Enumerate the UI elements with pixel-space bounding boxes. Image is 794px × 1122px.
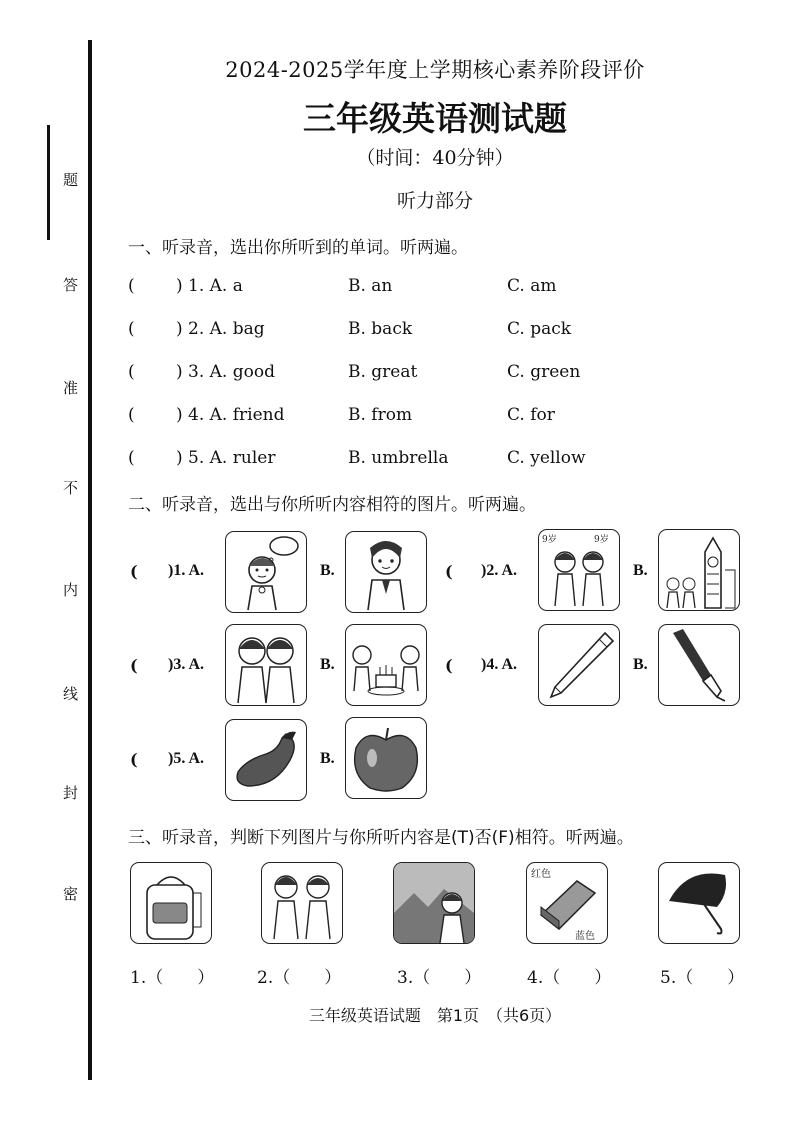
- p3-answer-1[interactable]: 1.（ ）: [130, 968, 215, 988]
- q5-a-picture-eggplant[interactable]: [225, 719, 307, 801]
- binding-char: 题: [61, 172, 79, 187]
- binding-char: 线: [61, 686, 79, 701]
- q2-b-picture-big-ben[interactable]: [658, 529, 740, 611]
- q3-b-label: B.: [320, 656, 335, 673]
- p3-picture-umbrella[interactable]: [658, 862, 740, 944]
- answer-paren[interactable]: (: [128, 405, 135, 425]
- option-b: B. an: [348, 276, 393, 296]
- p3-answer-3[interactable]: 3.（ ）: [397, 968, 482, 988]
- q5-b-picture-apple[interactable]: [345, 717, 427, 799]
- color-label-red: 红色: [531, 869, 551, 880]
- answer-paren[interactable]: (: [128, 362, 135, 382]
- exam-time: （时间：40分钟）: [356, 147, 514, 169]
- option-c: C. am: [507, 276, 557, 296]
- option-a: ) 1. A. a: [176, 276, 243, 296]
- option-c: C. pack: [507, 319, 572, 339]
- option-b: B. from: [348, 405, 413, 425]
- p3-picture-eraser[interactable]: [526, 862, 608, 944]
- p3-answer-5[interactable]: 5.（ ）: [660, 968, 745, 988]
- part1-instruction: 一、听录音，选出你所听到的单词。听两遍。: [128, 238, 468, 258]
- binding-char: 密: [61, 886, 79, 901]
- part3-instruction: 三、听录音，判断下列图片与你所听内容是(T)否(F)相符。听两遍。: [128, 828, 634, 848]
- option-a: ) 5. A. ruler: [176, 448, 276, 468]
- p3-picture-boy-and-girl[interactable]: [261, 862, 343, 944]
- option-b: B. back: [348, 319, 413, 339]
- q4-a-label: )4. A.: [481, 656, 517, 673]
- answer-paren[interactable]: (: [128, 276, 135, 296]
- p3-answer-4[interactable]: 4.（ ）: [527, 968, 612, 988]
- answer-paren[interactable]: (: [130, 562, 138, 581]
- q3-b-picture-boys-with-cake[interactable]: [345, 624, 427, 706]
- answer-paren[interactable]: (: [130, 656, 138, 675]
- option-c: C. for: [507, 405, 555, 425]
- binding-char: 封: [61, 785, 79, 800]
- q2-a-picture-two-kids-age[interactable]: [538, 529, 620, 611]
- binding-char: 内: [61, 582, 79, 597]
- q5-a-label: )5. A.: [168, 750, 204, 767]
- option-a: ) 4. A. friend: [176, 405, 285, 425]
- page-footer: 三年级英语试题 第1页 （共6页）: [308, 1006, 562, 1025]
- q2-a-label: )2. A.: [481, 562, 517, 579]
- q1-a-label: )1. A.: [168, 562, 204, 579]
- binding-char: 答: [61, 277, 79, 292]
- q4-b-label: B.: [633, 656, 648, 673]
- age-label: 9岁: [594, 535, 609, 545]
- answer-paren[interactable]: (: [445, 656, 453, 675]
- q3-a-label: )3. A.: [168, 656, 204, 673]
- option-a: ) 3. A. good: [176, 362, 275, 382]
- exam-title: 三年级英语测试题: [303, 99, 567, 138]
- q1-b-picture-girl-talking[interactable]: [345, 531, 427, 613]
- q1-b-label: B.: [320, 562, 335, 579]
- option-a: ) 2. A. bag: [176, 319, 265, 339]
- q3-a-picture-two-boys[interactable]: [225, 624, 307, 706]
- section-heading: 听力部分: [396, 190, 473, 212]
- option-c: C. yellow: [507, 448, 586, 468]
- p3-picture-girl-in-park[interactable]: [393, 862, 475, 944]
- q2-b-label: B.: [633, 562, 648, 579]
- q4-a-picture-pencil[interactable]: [538, 624, 620, 706]
- p3-picture-backpack[interactable]: [130, 862, 212, 944]
- part2-instruction: 二、听录音，选出与你所听内容相符的图片。听两遍。: [128, 495, 536, 515]
- option-b: B. umbrella: [348, 448, 449, 468]
- binding-char: 不: [61, 480, 79, 495]
- option-c: C. green: [507, 362, 581, 382]
- age-label: 9岁: [542, 535, 557, 545]
- answer-paren[interactable]: (: [130, 750, 138, 769]
- binding-char: 准: [61, 380, 79, 395]
- exam-subtitle: 2024-2025学年度上学期核心素养阶段评价: [225, 58, 645, 82]
- q4-b-picture-pen[interactable]: [658, 624, 740, 706]
- p3-answer-2[interactable]: 2.（ ）: [257, 968, 342, 988]
- color-label-blue: 蓝色: [575, 931, 595, 942]
- q1-a-picture-girl-thinking[interactable]: [225, 531, 307, 613]
- answer-paren[interactable]: (: [128, 448, 135, 468]
- answer-paren[interactable]: (: [128, 319, 135, 339]
- option-b: B. great: [348, 362, 418, 382]
- answer-paren[interactable]: (: [445, 562, 453, 581]
- q5-b-label: B.: [320, 750, 335, 767]
